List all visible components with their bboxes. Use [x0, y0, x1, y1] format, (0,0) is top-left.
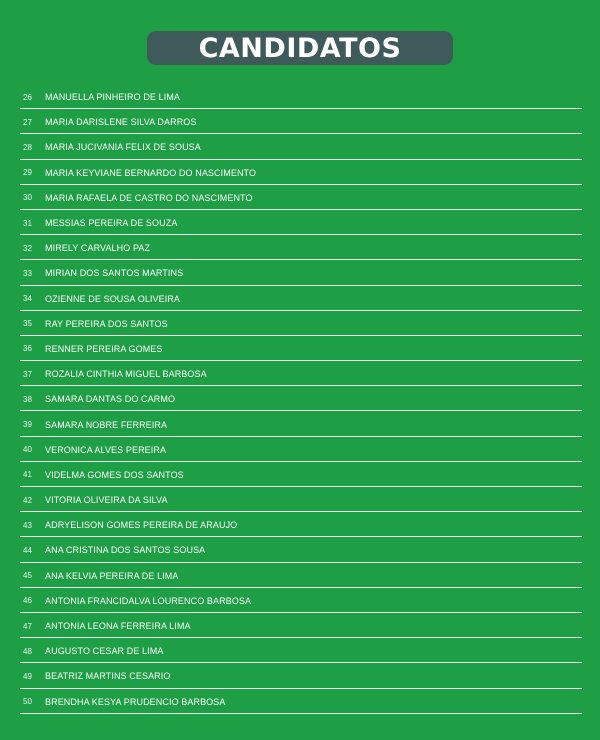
candidate-name: ANA CRISTINA DOS SANTOS SOUSA — [45, 545, 206, 556]
candidate-name: MIRELY CARVALHO PAZ — [45, 243, 151, 254]
candidate-number: 30 — [23, 193, 32, 203]
candidate-name: MARIA KEYVIANE BERNARDO DO NASCIMENTO — [45, 167, 257, 178]
candidate-number: 42 — [23, 495, 32, 505]
list-item — [20, 588, 582, 613]
candidate-name: SAMARA NOBRE FERREIRA — [45, 419, 168, 430]
page-title: CANDIDATOS — [198, 32, 402, 64]
list-item — [20, 109, 582, 134]
candidate-number: 34 — [23, 294, 32, 304]
candidate-number: 43 — [23, 520, 32, 530]
candidate-name: BRENDHA KESYA PRUDENCIO BARBOSA — [45, 696, 226, 707]
candidate-number: 39 — [23, 420, 32, 430]
candidate-name: MARIA RAFAELA DE CASTRO DO NASCIMENTO — [45, 192, 253, 203]
candidate-name: ADRYELISON GOMES PEREIRA DE ARAUJO — [45, 520, 238, 531]
list-item — [20, 411, 582, 436]
candidate-name: ANTONIA FRANCIDALVA LOURENCO BARBOSA — [45, 595, 252, 606]
list-item — [20, 286, 582, 311]
list-item — [20, 537, 582, 562]
candidate-name: MARIA DARISLENE SILVA DARROS — [45, 117, 197, 128]
candidate-name: OZIENNE DE SOUSA OLIVEIRA — [45, 293, 181, 304]
list-item — [20, 336, 582, 361]
candidate-number: 44 — [23, 545, 32, 555]
candidate-number: 31 — [23, 218, 32, 228]
candidate-number: 46 — [23, 596, 32, 606]
list-item — [20, 84, 582, 109]
candidate-number: 47 — [23, 621, 32, 631]
list-item — [20, 613, 582, 638]
list-item — [20, 386, 582, 411]
list-item — [20, 134, 582, 159]
candidate-number: 41 — [23, 470, 32, 480]
candidate-number: 48 — [23, 646, 32, 656]
title-banner — [147, 31, 453, 65]
list-item — [20, 512, 582, 537]
list-item — [20, 563, 582, 588]
candidate-number: 35 — [23, 319, 32, 329]
candidate-number: 28 — [23, 142, 32, 152]
list-item — [20, 638, 582, 663]
list-item — [20, 160, 582, 185]
candidate-number: 29 — [23, 168, 32, 178]
candidate-number: 38 — [23, 394, 32, 404]
candidate-name: RENNER PEREIRA GOMES — [45, 343, 163, 354]
candidate-name: VIDELMA GOMES DOS SANTOS — [45, 469, 184, 480]
candidate-name: MANUELLA PINHEIRO DE LIMA — [45, 92, 181, 103]
list-item — [20, 210, 582, 235]
candidate-name: SAMARA DANTAS DO CARMO — [45, 394, 176, 405]
candidate-number: 26 — [23, 92, 32, 102]
candidate-name: AUGUSTO CESAR DE LIMA — [45, 646, 164, 657]
list-item — [20, 361, 582, 386]
candidate-number: 32 — [23, 243, 32, 253]
list-item — [20, 462, 582, 487]
candidate-name: BEATRIZ MARTINS CESARIO — [45, 671, 171, 682]
candidate-name: ANA KELVIA PEREIRA DE LIMA — [45, 570, 179, 581]
candidate-name: ROZALIA CINTHIA MIGUEL BARBOSA — [45, 369, 207, 380]
list-item — [20, 260, 582, 285]
candidate-number: 40 — [23, 445, 32, 455]
candidate-name: ANTONIA LEONA FERREIRA LIMA — [45, 621, 191, 632]
list-item — [20, 689, 582, 714]
list-item — [20, 663, 582, 688]
candidate-name: VITORIA OLIVEIRA DA SILVA — [45, 495, 168, 506]
candidate-name: VERONICA ALVES PEREIRA — [45, 444, 167, 455]
candidate-number: 33 — [23, 268, 32, 278]
candidate-name: MARIA JUCIVANIA FELIX DE SOUSA — [45, 142, 201, 153]
list-item — [20, 311, 582, 336]
candidate-name: MESSIAS PEREIRA DE SOUZA — [45, 218, 178, 229]
candidate-number: 37 — [23, 369, 32, 379]
candidate-number: 36 — [23, 344, 32, 354]
candidate-number: 45 — [23, 571, 32, 581]
candidate-number: 27 — [23, 117, 32, 127]
candidate-number: 49 — [23, 671, 32, 681]
candidate-name: MIRIAN DOS SANTOS MARTINS — [45, 268, 184, 279]
list-item — [20, 487, 582, 512]
candidate-name: RAY PEREIRA DOS SANTOS — [45, 318, 168, 329]
list-item — [20, 437, 582, 462]
candidate-list — [20, 84, 582, 714]
list-item — [20, 235, 582, 260]
candidate-number: 50 — [23, 697, 32, 707]
list-item — [20, 185, 582, 210]
